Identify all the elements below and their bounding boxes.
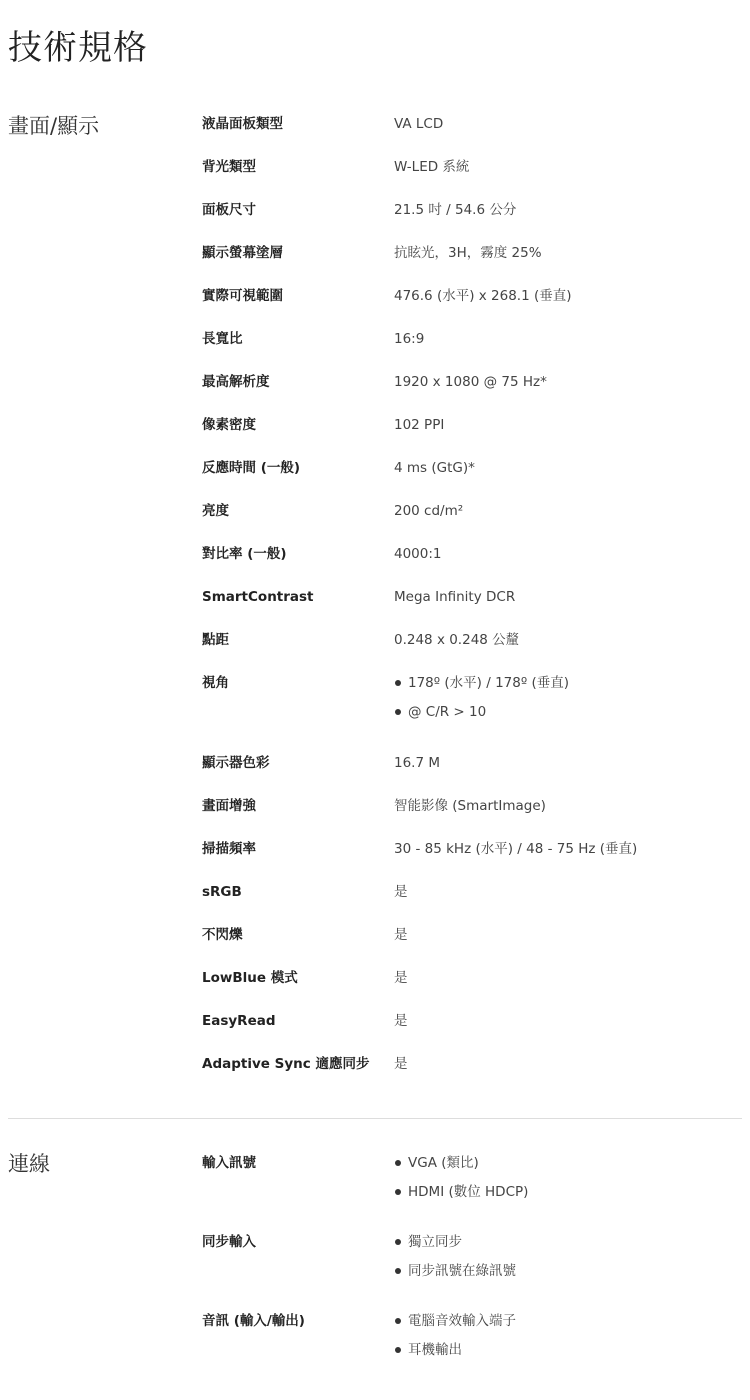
spec-row (202, 797, 742, 840)
spec-value: 16:9 (394, 331, 425, 347)
spec-row (202, 1233, 742, 1312)
spec-row (202, 1312, 742, 1382)
spec-label: 點距 (202, 632, 229, 648)
spec-value: 476.6 (水平) x 268.1 (垂直) (394, 288, 572, 304)
spec-label: 不閃爍 (202, 927, 243, 943)
spec-value: 是 (394, 1056, 408, 1072)
spec-label: 輸入訊號 (202, 1155, 256, 1171)
spec-row (202, 158, 742, 201)
spec-value: W-LED 系統 (394, 159, 470, 175)
spec-row (202, 330, 742, 373)
spec-label: 顯示器色彩 (202, 755, 270, 771)
spec-value: 21.5 吋 / 54.6 公分 (394, 202, 517, 218)
spec-row (202, 115, 742, 158)
spec-value: 102 PPI (394, 417, 445, 433)
section-title-connectivity: 連線 (8, 1152, 50, 1176)
spec-label: 視角 (202, 675, 229, 691)
spec-label: sRGB (202, 884, 242, 900)
list-item: 耳機輸出 (394, 1341, 742, 1359)
spec-label: LowBlue 模式 (202, 970, 298, 986)
spec-row (202, 373, 742, 416)
list-item: VGA (類比) (394, 1154, 742, 1172)
list-item: 178º (水平) / 178º (垂直) (394, 674, 742, 692)
spec-label: 背光類型 (202, 159, 256, 175)
spec-row (202, 1154, 742, 1233)
spec-row (202, 244, 742, 287)
section-title-display: 畫面/顯示 (8, 114, 100, 138)
list-item: 同步訊號在綠訊號 (394, 1262, 742, 1280)
page-title: 技術規格 (8, 28, 148, 68)
spec-value: 是 (394, 1013, 408, 1029)
spec-row (202, 754, 742, 797)
spec-label: 最高解析度 (202, 374, 270, 390)
spec-row (202, 883, 742, 926)
spec-row (202, 502, 742, 545)
section-divider (8, 1118, 742, 1119)
spec-row (202, 287, 742, 330)
spec-label: 對比率 (一般) (202, 546, 287, 562)
spec-row (202, 840, 742, 883)
spec-value: 是 (394, 970, 408, 986)
spec-label: 顯示螢幕塗層 (202, 245, 283, 261)
spec-row (202, 459, 742, 502)
list-item: 電腦音效輸入端子 (394, 1312, 742, 1330)
spec-label: 像素密度 (202, 417, 256, 433)
spec-value-list (394, 674, 742, 732)
spec-row (202, 631, 742, 674)
spec-label: 反應時間 (一般) (202, 460, 301, 476)
spec-label: 畫面增強 (202, 798, 256, 814)
spec-label: 音訊 (輸入/輸出) (202, 1313, 305, 1329)
spec-row (202, 416, 742, 459)
spec-label: 掃描頻率 (202, 841, 256, 857)
spec-row (202, 545, 742, 588)
spec-value: 抗眩光，3H，霧度 25% (394, 245, 542, 261)
spec-label: 面板尺寸 (202, 202, 256, 218)
connectivity-spec-list (202, 1154, 742, 1382)
spec-value: 是 (394, 884, 408, 900)
spec-label: 亮度 (202, 503, 229, 519)
spec-label: 同步輸入 (202, 1234, 256, 1250)
spec-value: 200 cd/m² (394, 503, 464, 519)
spec-value-list (394, 1154, 742, 1212)
spec-row (202, 926, 742, 969)
spec-row (202, 201, 742, 244)
spec-label: EasyRead (202, 1013, 276, 1029)
spec-value: 是 (394, 927, 408, 943)
spec-value: VA LCD (394, 116, 444, 132)
spec-label: 實際可視範圍 (202, 288, 283, 304)
spec-value: 0.248 x 0.248 公釐 (394, 632, 520, 648)
spec-value: 4 ms (GtG)* (394, 460, 475, 476)
display-spec-list (202, 115, 742, 1098)
spec-value: 16.7 M (394, 755, 440, 771)
spec-label: Adaptive Sync 適應同步 (202, 1056, 370, 1072)
list-item: 獨立同步 (394, 1233, 742, 1251)
spec-row (202, 1012, 742, 1055)
spec-value-list (394, 1233, 742, 1291)
list-item: @ C/R > 10 (394, 703, 742, 721)
spec-label: 液晶面板類型 (202, 116, 283, 132)
spec-row (202, 1055, 742, 1098)
spec-value: 智能影像 (SmartImage) (394, 798, 546, 814)
spec-value-list (394, 1312, 742, 1370)
spec-row (202, 588, 742, 631)
spec-value: Mega Infinity DCR (394, 589, 516, 605)
spec-row (202, 969, 742, 1012)
spec-value: 30 - 85 kHz (水平) / 48 - 75 Hz (垂直) (394, 841, 638, 857)
spec-row (202, 674, 742, 754)
list-item: HDMI (數位 HDCP) (394, 1183, 742, 1201)
spec-label: SmartContrast (202, 589, 314, 605)
spec-value: 4000:1 (394, 546, 442, 562)
spec-value: 1920 x 1080 @ 75 Hz* (394, 374, 547, 390)
spec-label: 長寬比 (202, 331, 243, 347)
